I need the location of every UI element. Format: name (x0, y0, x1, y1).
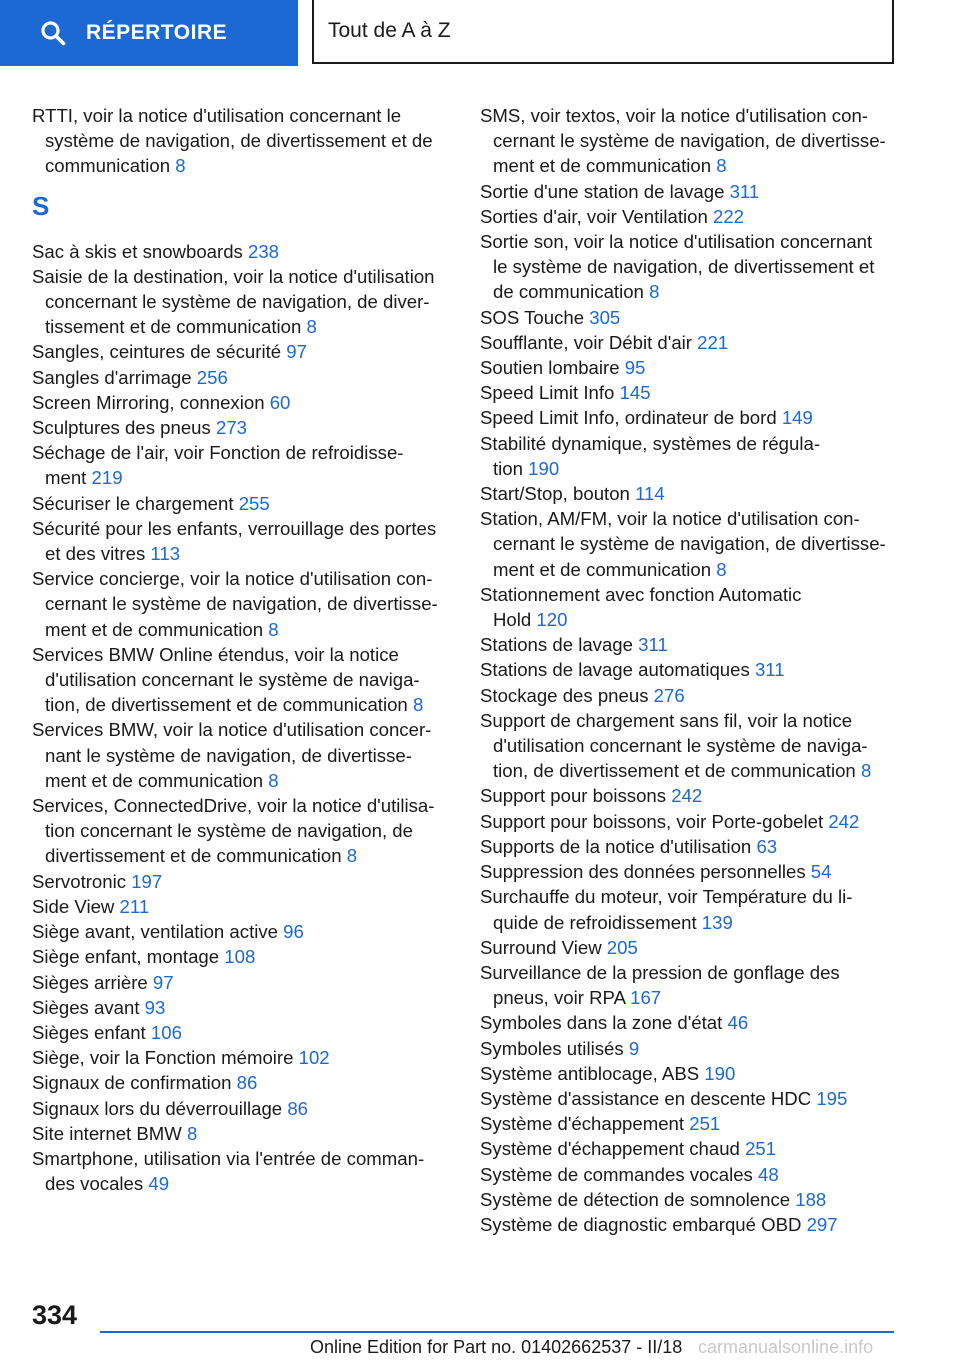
page-link[interactable]: 60 (269, 391, 291, 413)
index-entry-text: Services BMW, voir la notice d'utilisation concer‐ (32, 719, 432, 741)
page-link[interactable]: 86 (287, 1097, 308, 1119)
index-entry-text: Sièges enfant (32, 1021, 151, 1043)
index-entry-text: tissement et de communication (45, 316, 307, 338)
index-entry (32, 1146, 452, 1196)
index-entry-text: d'utilisation concernant le système de naviga‐ (493, 735, 868, 757)
index-entry-text: Sac à skis et snowboards (32, 240, 248, 262)
index-entry-text: Système d'échappement chaud (480, 1138, 746, 1160)
index-entry-text: Signaux lors du déverrouillage (32, 1097, 288, 1119)
page-link[interactable]: 276 (653, 684, 685, 706)
search-icon (40, 20, 66, 46)
index-entry (32, 894, 452, 919)
index-entry-text: cernant le système de navigation, de divertisse‐ (45, 593, 438, 615)
index-entry-text: Symboles dans la zone d'état (480, 1012, 728, 1034)
page-link[interactable]: 102 (298, 1047, 330, 1069)
page-link[interactable]: 96 (283, 921, 304, 943)
index-search-button[interactable] (0, 0, 298, 66)
page-link[interactable]: 145 (619, 382, 651, 404)
index-entry-text: Services BMW Online étendus, voir la notice (32, 643, 399, 665)
index-entry-text: Sangles, ceintures de sécurité (32, 341, 287, 363)
index-entry (480, 179, 900, 204)
page-link[interactable]: 297 (806, 1213, 838, 1235)
index-entry (480, 884, 900, 934)
index-entry (480, 103, 900, 179)
index-entry-text: ment et de communication (45, 769, 269, 791)
page-link[interactable]: 205 (606, 936, 638, 958)
page-link[interactable]: 251 (745, 1138, 777, 1160)
index-entry-text: Séchage de l'air, voir Fonction de refroidisse‐ (32, 442, 404, 464)
index-entry-text: Support pour boissons, voir Porte-gobelet (480, 810, 829, 832)
index-entry (32, 516, 452, 566)
index-entry (480, 859, 900, 884)
index-entry (480, 582, 900, 632)
page-link[interactable]: 120 (536, 609, 568, 631)
index-entry-text: ment (45, 467, 92, 489)
page-link[interactable]: 311 (638, 634, 668, 656)
page-link[interactable]: 8 (649, 281, 660, 303)
page-link[interactable]: 97 (286, 341, 307, 363)
page-link[interactable]: 190 (528, 457, 560, 479)
index-entry-text: Sièges avant (32, 996, 145, 1018)
index-entry (480, 960, 900, 1010)
index-entry (480, 431, 900, 481)
index-entry-text: ment et de communication (493, 155, 717, 177)
index-entry-text: ment et de communication (45, 618, 269, 640)
index-entry-text: cernant le système de navigation, de divertisse‐ (493, 533, 886, 555)
index-entry-text: Soutien lombaire (480, 357, 625, 379)
index-entry-text: Services, ConnectedDrive, voir la notice d'utilisa‐ (32, 795, 435, 817)
index-entry (32, 390, 452, 415)
index-entry-text: Système antiblocage, ABS (480, 1062, 705, 1084)
index-entry-text: Système d'échappement (480, 1113, 690, 1135)
page-link[interactable]: 8 (412, 694, 424, 716)
page-link[interactable]: 273 (216, 417, 248, 439)
index-entry-text: des vocales (45, 1173, 149, 1195)
index-column-left (32, 103, 452, 1196)
index-entry-text: Speed Limit Info (480, 382, 620, 404)
page-link[interactable]: 251 (689, 1113, 721, 1135)
index-entry (32, 1096, 452, 1121)
index-entry (480, 355, 900, 380)
index-entry-text: Symboles utilisés (480, 1037, 629, 1059)
index-entry-text: Screen Mirroring, connexion (32, 391, 270, 413)
index-entry (480, 834, 900, 859)
page-link[interactable]: 197 (131, 870, 163, 892)
index-entry-text: Start/Stop, bouton (480, 483, 636, 505)
index-entry-text: Service concierge, voir la notice d'utilisation con‐ (32, 568, 433, 590)
index-entry-text: Supports de la notice d'utilisation (480, 835, 757, 857)
index-entry (480, 1212, 900, 1237)
index-entry (32, 995, 452, 1020)
index-entry (32, 1121, 452, 1146)
index-entry-text: tion (493, 457, 529, 479)
index-entry (480, 935, 900, 960)
index-entry-text: communication (45, 155, 176, 177)
index-entry (32, 415, 452, 440)
index-entry-text: SOS Touche (480, 306, 590, 328)
page-link[interactable]: 311 (754, 659, 785, 681)
index-entry-text: Smartphone, utilisation via l'entrée de comman‐ (32, 1147, 425, 1169)
page-link[interactable]: 9 (628, 1037, 640, 1059)
page-link[interactable]: 256 (196, 366, 228, 388)
index-entry (480, 1111, 900, 1136)
index-entry (480, 481, 900, 506)
index-entry-text: Side View (32, 895, 120, 917)
page-link[interactable]: 114 (635, 483, 665, 505)
index-entry-text: d'utilisation concernant le système de naviga‐ (45, 669, 420, 691)
page-link[interactable]: 46 (727, 1012, 749, 1034)
index-entry (32, 239, 452, 264)
page-link[interactable]: 93 (144, 996, 166, 1018)
index-entry (480, 1187, 900, 1212)
index-entry (32, 440, 452, 490)
index-entry (32, 339, 452, 364)
index-entry (480, 330, 900, 355)
index-entry (32, 970, 452, 995)
index-entry-text: Stabilité dynamique, systèmes de régula‐ (480, 432, 821, 454)
page-link[interactable]: 54 (810, 861, 832, 883)
index-entry (480, 405, 900, 430)
page-link[interactable]: 49 (148, 1173, 170, 1195)
page-link[interactable]: 222 (713, 205, 745, 227)
page-link[interactable]: 242 (828, 810, 860, 832)
index-entry-text: tion, de divertissement et de communication (493, 760, 861, 782)
index-entry-text: Stationnement avec fonction Automatic (480, 583, 802, 605)
index-entry (480, 683, 900, 708)
index-entry (32, 944, 452, 969)
index-entry-text: Stations de lavage (480, 634, 639, 656)
page-link[interactable]: 63 (756, 835, 778, 857)
index-entry-text: Surround View (480, 936, 607, 958)
page-link[interactable]: 149 (781, 407, 813, 429)
index-entry-text: système de navigation, de divertissement et de (45, 130, 433, 152)
index-entry-text: Siège enfant, montage (32, 946, 225, 968)
index-entry-text: Stockage des pneus (480, 684, 654, 706)
index-entry-text: Servotronic (32, 870, 132, 892)
index-entry-text: concernant le système de navigation, de diver‐ (45, 291, 430, 313)
watermark: carmanualsonline.info (698, 1337, 874, 1357)
page-link[interactable]: 8 (716, 558, 727, 580)
index-entry-text: Speed Limit Info, ordinateur de bord (480, 407, 782, 429)
index-entry-text: Siège, voir la Fonction mémoire (32, 1047, 299, 1069)
page-link[interactable]: 97 (152, 971, 174, 993)
page-link[interactable]: 311 (729, 180, 760, 202)
index-entry-text: Station, AM/FM, voir la notice d'utilisation con‐ (480, 508, 860, 530)
index-entry (32, 491, 452, 516)
edition-note: Online Edition for Part no. 01402662537 - II/18 (310, 1337, 683, 1357)
index-entry (32, 566, 452, 642)
page-link[interactable]: 305 (589, 306, 621, 328)
index-entry-text: Sortie d'une station de lavage (480, 180, 730, 202)
top-bar (0, 0, 960, 66)
index-entry-text: le système de navigation, de divertissement et (493, 256, 875, 278)
page-link[interactable]: 188 (795, 1188, 827, 1210)
index-entry-text: tion, de divertissement et de communication (45, 694, 413, 716)
index-entry (480, 1061, 900, 1086)
index-entry-text: quide de refroidissement (493, 911, 702, 933)
index-entry-text: Siège avant, ventilation active (32, 921, 284, 943)
index-entry-text: Système de commandes vocales (480, 1163, 758, 1185)
page-link[interactable]: 95 (624, 357, 646, 379)
index-entry-text: Sorties d'air, voir Ventilation (480, 205, 713, 227)
page-link[interactable]: 108 (224, 946, 256, 968)
index-entry-text: Surveillance de la pression de gonflage des (480, 961, 840, 983)
page-link[interactable]: 8 (860, 760, 872, 782)
page-link[interactable]: 8 (716, 155, 727, 177)
index-entry (480, 1086, 900, 1111)
page-link[interactable]: 8 (268, 618, 279, 640)
index-entry-text: Système de détection de somnolence (480, 1188, 796, 1210)
index-entry (32, 1070, 452, 1095)
index-search-label: RÉPERTOIRE (86, 21, 228, 44)
index-entry (480, 1136, 900, 1161)
index-entry (32, 1045, 452, 1070)
index-entry (480, 657, 900, 682)
index-entry-text: de communication (493, 281, 650, 303)
index-entry (480, 1010, 900, 1035)
page-link[interactable]: 86 (236, 1072, 258, 1094)
index-entry-text: et des vitres (45, 543, 151, 565)
page-link[interactable]: 219 (91, 467, 123, 489)
index-entry-text: RTTI, voir la notice d'utilisation concernant le (32, 105, 402, 126)
index-entry (32, 1020, 452, 1045)
page-link[interactable]: 8 (187, 1122, 198, 1144)
index-entry-text: Sécuriser le chargement (32, 492, 239, 514)
index-entry (480, 783, 900, 808)
index-entry-text: Soufflante, voir Débit d'air (480, 331, 698, 353)
index-entry-text: Système d'assistance en descente HDC (480, 1087, 817, 1109)
index-entry (480, 632, 900, 657)
index-entry-text: Signaux de confirmation (32, 1072, 237, 1094)
index-entry (480, 1162, 900, 1187)
page-link[interactable]: 221 (697, 331, 729, 353)
index-entry-text: Hold (493, 609, 537, 631)
index-entry-text: ment et de communication (493, 558, 717, 580)
index-entry-text: pneus, voir RPA (493, 987, 631, 1009)
page-link[interactable]: 8 (268, 769, 279, 791)
index-entry-text: Suppression des données personnelles (480, 861, 811, 883)
index-entry (480, 305, 900, 330)
index-entry-text: Sortie son, voir la notice d'utilisation concernant (480, 231, 873, 253)
index-entry-text: Système de diagnostic embarqué OBD (480, 1213, 807, 1235)
footer-divider (100, 1331, 894, 1333)
index-entry (480, 204, 900, 229)
index-entry-text: Support pour boissons (480, 785, 672, 807)
page-link[interactable]: 167 (630, 987, 662, 1009)
page-link[interactable]: 113 (150, 543, 181, 565)
index-entry (32, 365, 452, 390)
page-link[interactable]: 195 (816, 1087, 848, 1109)
page-link[interactable]: 255 (238, 492, 270, 514)
index-entry-text: Sangles d'arrimage (32, 366, 197, 388)
index-entry (32, 264, 452, 340)
index-entry (32, 869, 452, 894)
section-letter: S (32, 190, 50, 221)
index-entry (480, 1036, 900, 1061)
index-entry-text: nant le système de navigation, de divertisse‐ (45, 744, 412, 766)
page-number: 334 (32, 1300, 78, 1330)
index-entry-text: SMS, voir textos, voir la notice d'utilisation con‐ (480, 105, 868, 126)
index-entry (480, 229, 900, 305)
index-entry-text: Sculptures des pneus (32, 417, 216, 439)
index-entry-text: Stations de lavage automatiques (480, 659, 755, 681)
page-link[interactable]: 106 (150, 1021, 182, 1043)
index-entry (32, 919, 452, 944)
page-link[interactable]: 139 (701, 911, 733, 933)
index-entry-text: Sièges arrière (32, 971, 153, 993)
index-entry-text: Surchauffe du moteur, voir Température du li‐ (480, 886, 853, 908)
index-entry (32, 793, 452, 869)
index-entry-text: tion concernant le système de navigation, de (45, 820, 413, 842)
page-link[interactable]: 190 (704, 1062, 736, 1084)
page-link[interactable]: 8 (306, 316, 317, 338)
index-entry-text: Sécurité pour les enfants, verrouillage des portes (32, 517, 437, 539)
page-link[interactable]: 8 (175, 155, 186, 177)
index-entry-text: Support de chargement sans fil, voir la notice (480, 709, 853, 731)
index-entry-text: Site internet BMW (32, 1122, 187, 1144)
index-entry-text: divertissement et de communication (45, 845, 347, 867)
index-entry (32, 103, 452, 179)
page-link[interactable]: 211 (119, 895, 150, 917)
index-entry-text: Saisie de la destination, voir la notice d'utilisation (32, 265, 435, 287)
index-entry (32, 717, 452, 793)
index-entry-text: cernant le système de navigation, de divertisse‐ (493, 130, 886, 152)
page-link[interactable]: 8 (346, 845, 358, 867)
index-entry (480, 506, 900, 582)
index-entry (480, 708, 900, 784)
index-entry (32, 642, 452, 718)
page-link[interactable]: 238 (248, 240, 280, 262)
index-column-right (480, 103, 900, 1237)
index-entry (480, 809, 900, 834)
page-link[interactable]: 48 (758, 1163, 779, 1185)
index-entry (480, 380, 900, 405)
section-title: Tout de A à Z (312, 0, 894, 64)
page-link[interactable]: 242 (671, 785, 703, 807)
